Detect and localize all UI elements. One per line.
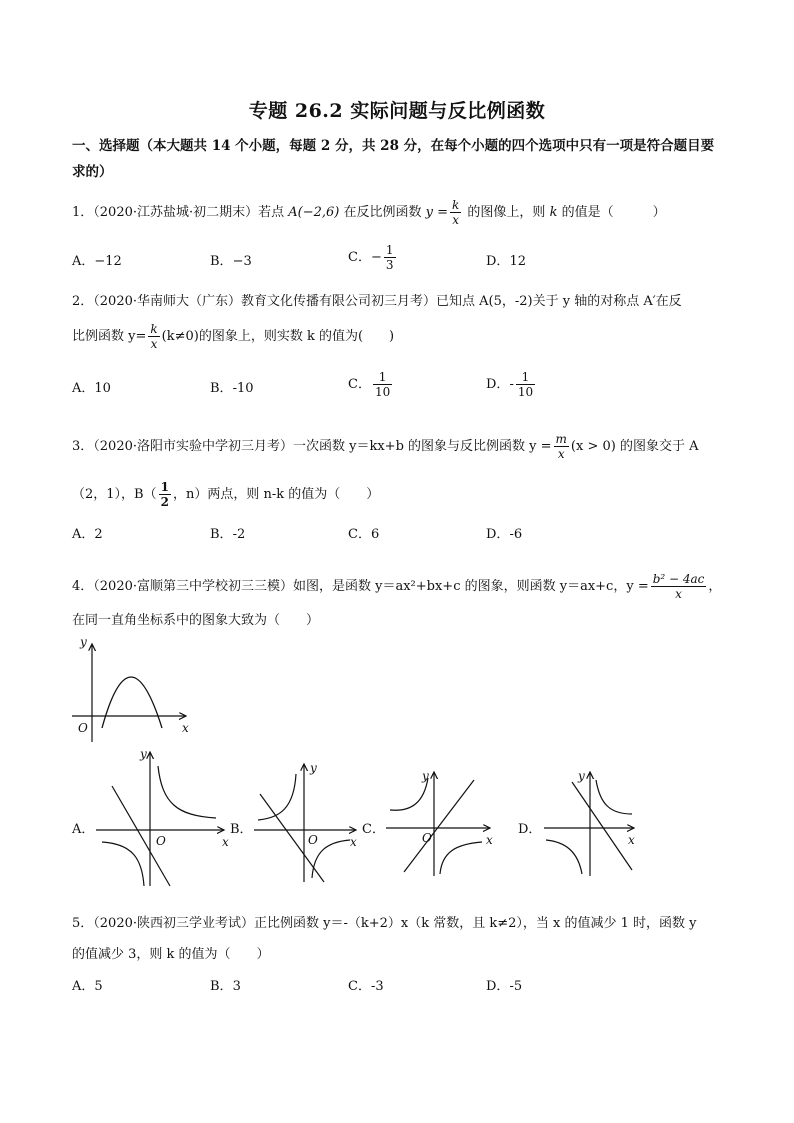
x-axis-label: x [182,721,189,735]
origin-label: O [308,833,318,847]
q3-option-c[interactable]: C．6 [348,527,380,542]
x-axis-label: x [222,835,229,849]
hyperbola-branch-1 [158,766,216,818]
q3-option-d[interactable]: D．-6 [486,527,523,542]
q5-option-b[interactable]: B．3 [210,979,241,994]
q2-fraction: $\frac{k}{x}$ [150,322,158,351]
q1-option-c[interactable]: C．− $\frac{1}{3}$ [348,243,394,272]
section-heading-line2: 求的） [72,164,113,180]
parabola-curve [102,677,162,728]
hyperbola-branch-1 [258,774,296,820]
origin-label: O [422,831,432,845]
hyperbola-branch-2 [546,840,582,874]
origin-label: O [156,834,166,848]
q1-end: 的值是（ ） [557,205,666,220]
question-2-line1: 2．（2020·华南师大（广东）教育文化传播有限公司初三月考）已知点 A(5，-2)关于 y 轴的对称点 A′在反 [72,294,682,309]
q4-parabola-figure [68,636,198,746]
q5-option-c[interactable]: C．-3 [348,979,384,994]
hyperbola-branch-2 [440,842,482,874]
q2-option-b[interactable]: B．-10 [210,381,254,396]
q1-fraction: $\frac{k}{x}$ [452,198,460,227]
q5-option-d[interactable]: D．-5 [486,979,523,994]
q4-option-b-label[interactable]: B． [230,822,253,837]
q4-option-c-label[interactable]: C． [362,822,385,837]
hyperbola-branch-2 [102,842,144,886]
q1-y: y = [425,205,449,220]
question-3-line1: 3．（2020·洛阳市实验中学初三月考）一次函数 y＝kx+b 的图象与反比例函数 y = $\frac{m}{x}$ (x > 0) 的图象交于 A [72,432,699,461]
y-axis-label: y [422,769,429,783]
q4-option-a-graph[interactable] [92,748,230,890]
y-axis-label: y [310,761,317,775]
question-2-line2: 比例函数 y= $\frac{k}{x}$ (k≠0)的图象上，则实数 k 的值为( ) [72,322,395,351]
q3-option-b[interactable]: B．-2 [210,527,246,542]
y-axis-label: y [80,636,87,649]
q1-option-b[interactable]: B．−3 [210,254,252,269]
x-axis-label: x [350,835,357,849]
q1-k: k [549,205,558,220]
page-title: 专题 26.2 实际问题与反比例函数 [248,100,546,122]
x-axis-label: x [486,833,493,847]
question-4-line2: 在同一直角坐标系中的图象大致为（ ） [72,613,320,628]
q3-fraction: $\frac{m}{x}$ [555,432,567,461]
q4-option-c-graph[interactable] [382,766,496,880]
q4-option-b-graph[interactable] [250,760,362,886]
q1-suffix: 的图像上，则 [463,205,550,220]
q4-fraction: $\frac{\text{b² − 4ac}}{x}$ [652,572,705,601]
section-heading-line1: 一、选择题（本大题共 14 个小题，每题 2 分，共 28 分，在每个小题的四个选项中只有一项是符合题目要 [72,138,715,154]
y-axis-label: y [578,769,585,783]
q1-option-a[interactable]: A．−12 [72,254,122,269]
q1-option-d[interactable]: D．12 [486,254,526,269]
question-5-line1: 5．（2020·陕西初三学业考试）正比例函数 y＝-（k+2）x（k 常数，且 k≠2），当 x 的值减少 1 时，函数 y [72,916,697,931]
q3-option-a[interactable]: A．2 [72,527,103,542]
x-axis-label: x [628,833,635,847]
q5-option-a[interactable]: A．5 [72,979,103,994]
q2-option-d[interactable]: D．- $\frac{1}{10}$ [486,370,534,399]
q4-option-a-label[interactable]: A． [72,822,95,837]
q2-option-a[interactable]: A．10 [72,381,111,396]
question-5-line2: 的值减少 3，则 k 的值为（ ） [72,947,270,962]
y-axis-label: y [140,748,147,761]
line-graph [404,780,474,872]
q4-option-d-graph[interactable] [540,766,640,880]
q3-b-fraction: $\frac{1}{2}$ [160,480,169,509]
q4-option-d-label[interactable]: D． [518,822,542,837]
q1-point: A(−2,6) [288,205,340,220]
question-4-line1: 4．（2020·富顺第三中学校初三三模）如图，是函数 y＝ax²+bx+c 的图象，则函数 y＝ax+c，y = $\frac{\text{b² − 4ac}}{x}$ ， [72,572,722,601]
line-graph [572,782,632,870]
origin-label: O [78,721,88,735]
hyperbola-branch-1 [596,780,632,814]
q2-option-c[interactable]: C． $\frac{1}{10}$ [348,370,391,399]
question-3-line2: （2，1），B（ $\frac{1}{2}$ ，n）两点，则 n-k 的值为（ ） [72,480,380,509]
question-1 [72,198,732,227]
q1-mid: 在反比例函数 [339,205,426,220]
q1-prefix: 1．（2020·江苏盐城·初二期末）若点 [72,205,289,220]
